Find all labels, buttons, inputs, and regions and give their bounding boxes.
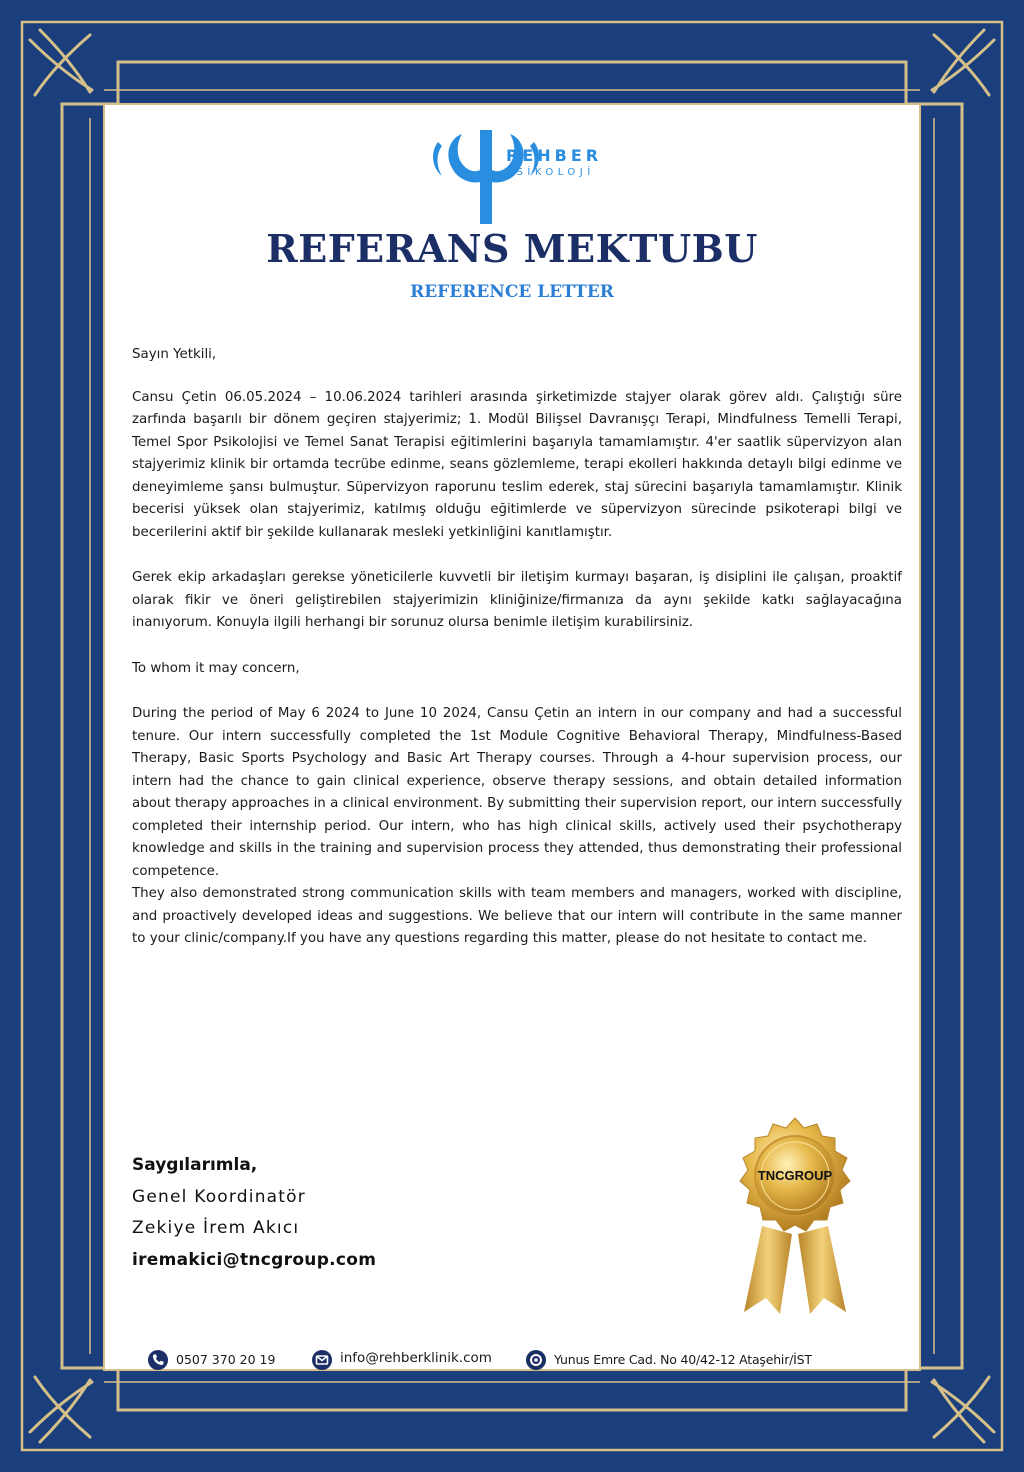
signature-closing: Saygılarımla, [132,1155,258,1175]
brand-subname: PSİKOLOJİ [506,167,595,178]
envelope-icon [312,1350,332,1370]
page-title: REFERANS MEKTUBU [266,226,758,271]
footer-address: Yunus Emre Cad. No 40/42-12 Ataşehir/İST [554,1352,812,1367]
footer-email[interactable]: info@rehberklinik.com [340,1350,492,1366]
signature-title: Genel Koordinatör [132,1186,306,1207]
paragraph-tr-2: Gerek ekip arkadaşları gerekse yöneticilerle kuvvetli bir iletişim kurmayı başaran, iş disiplini ile çalışan, proaktif olarak fikir ve öneri geliştirebilen stajyerimizin kliniğinize/firmanıza da aynı şekilde katkı sağlayacağına inanıyorum. Konuyla ilgili herhangi bir sorunuz olursa benimle iletişim kurabilirsiniz. [132,570,902,630]
seal-text: TNCGROUP [757,1168,833,1183]
location-pin-icon [526,1350,546,1370]
greeting-en: To whom it may concern, [132,660,300,676]
letter-body [132,344,902,951]
footer-phone[interactable]: 0507 370 20 19 [176,1352,276,1367]
paragraph-en-2: They also demonstrated strong communication skills with team members and managers, worked with discipline, and proactively developed ideas and suggestions. We believe that our intern will contribute in the same manner to your clinic/company.If you have any questions regarding this matter, please do not hesitate to contact me. [132,886,902,946]
footer [148,1350,888,1374]
page-subtitle: REFERENCE LETTER [410,282,614,302]
signature-name: Zekiye İrem Akıcı [132,1218,300,1238]
paragraph-en-1: During the period of May 6 2024 to June 10 2024, Cansu Çetin an intern in our company and had a successful tenure. Our intern successfully completed the 1st Module Cognitive Behavioral Therapy, Mindfulness-Based Therapy, Basic Sports Psychology and Basic Art Therapy courses. Through a 4-hour supervision process, our intern had the chance to gain clinical experience, observe therapy sessions, and obtain detailed information about therapy approaches in a clinical environment. By submitting their supervision report, our intern successfully completed their internship period. Our intern, who has high clinical skills, actively used their psychotherapy knowledge and skills in the training and supervision process they attended, thus demonstrating their professional competence. [132,706,902,879]
letter-page [108,108,916,1366]
signature-block [132,1150,376,1276]
gold-seal-icon [720,1116,870,1316]
phone-icon [148,1350,168,1370]
brand-name: REHBER [506,146,603,165]
greeting-tr: Sayın Yetkili, [132,347,217,362]
paragraph-tr-1: Cansu Çetin 06.05.2024 – 10.06.2024 tarihleri arasında şirketimizde stajyer olarak görev aldı. Çalıştığı süre zarfında başarılı bir dönem geçiren stajyerimiz; 1. Modül Bilişsel Davranışçı Terapi, Mindfulness Temelli Terapi, Temel Spor Psikolojisi ve Temel Sanat Terapisi eğitimlerini başarıyla tamamlamıştır. 4'er saatlik süpervizyon alan stajyerimiz klinik bir ortamda tecrübe edinme, seans gözlemleme, terapi ekolleri hakkında detaylı bilgi edinme ve deneyimleme şansı bulmuştur. Süpervizyon raporunu teslim ederek, staj sürecini başarıyla tamamlamıştır. Klinik becerisi yüksek olan stajyerimiz, katılmış olduğu eğitimlerde ve süpervizyon sürecinde psikoterapi bilgi ve becerilerini aktif bir şekilde kullanarak mesleki yetkinliğini kanıtlamıştır. [132,389,902,540]
signature-email[interactable]: iremakici@tncgroup.com [132,1249,377,1270]
